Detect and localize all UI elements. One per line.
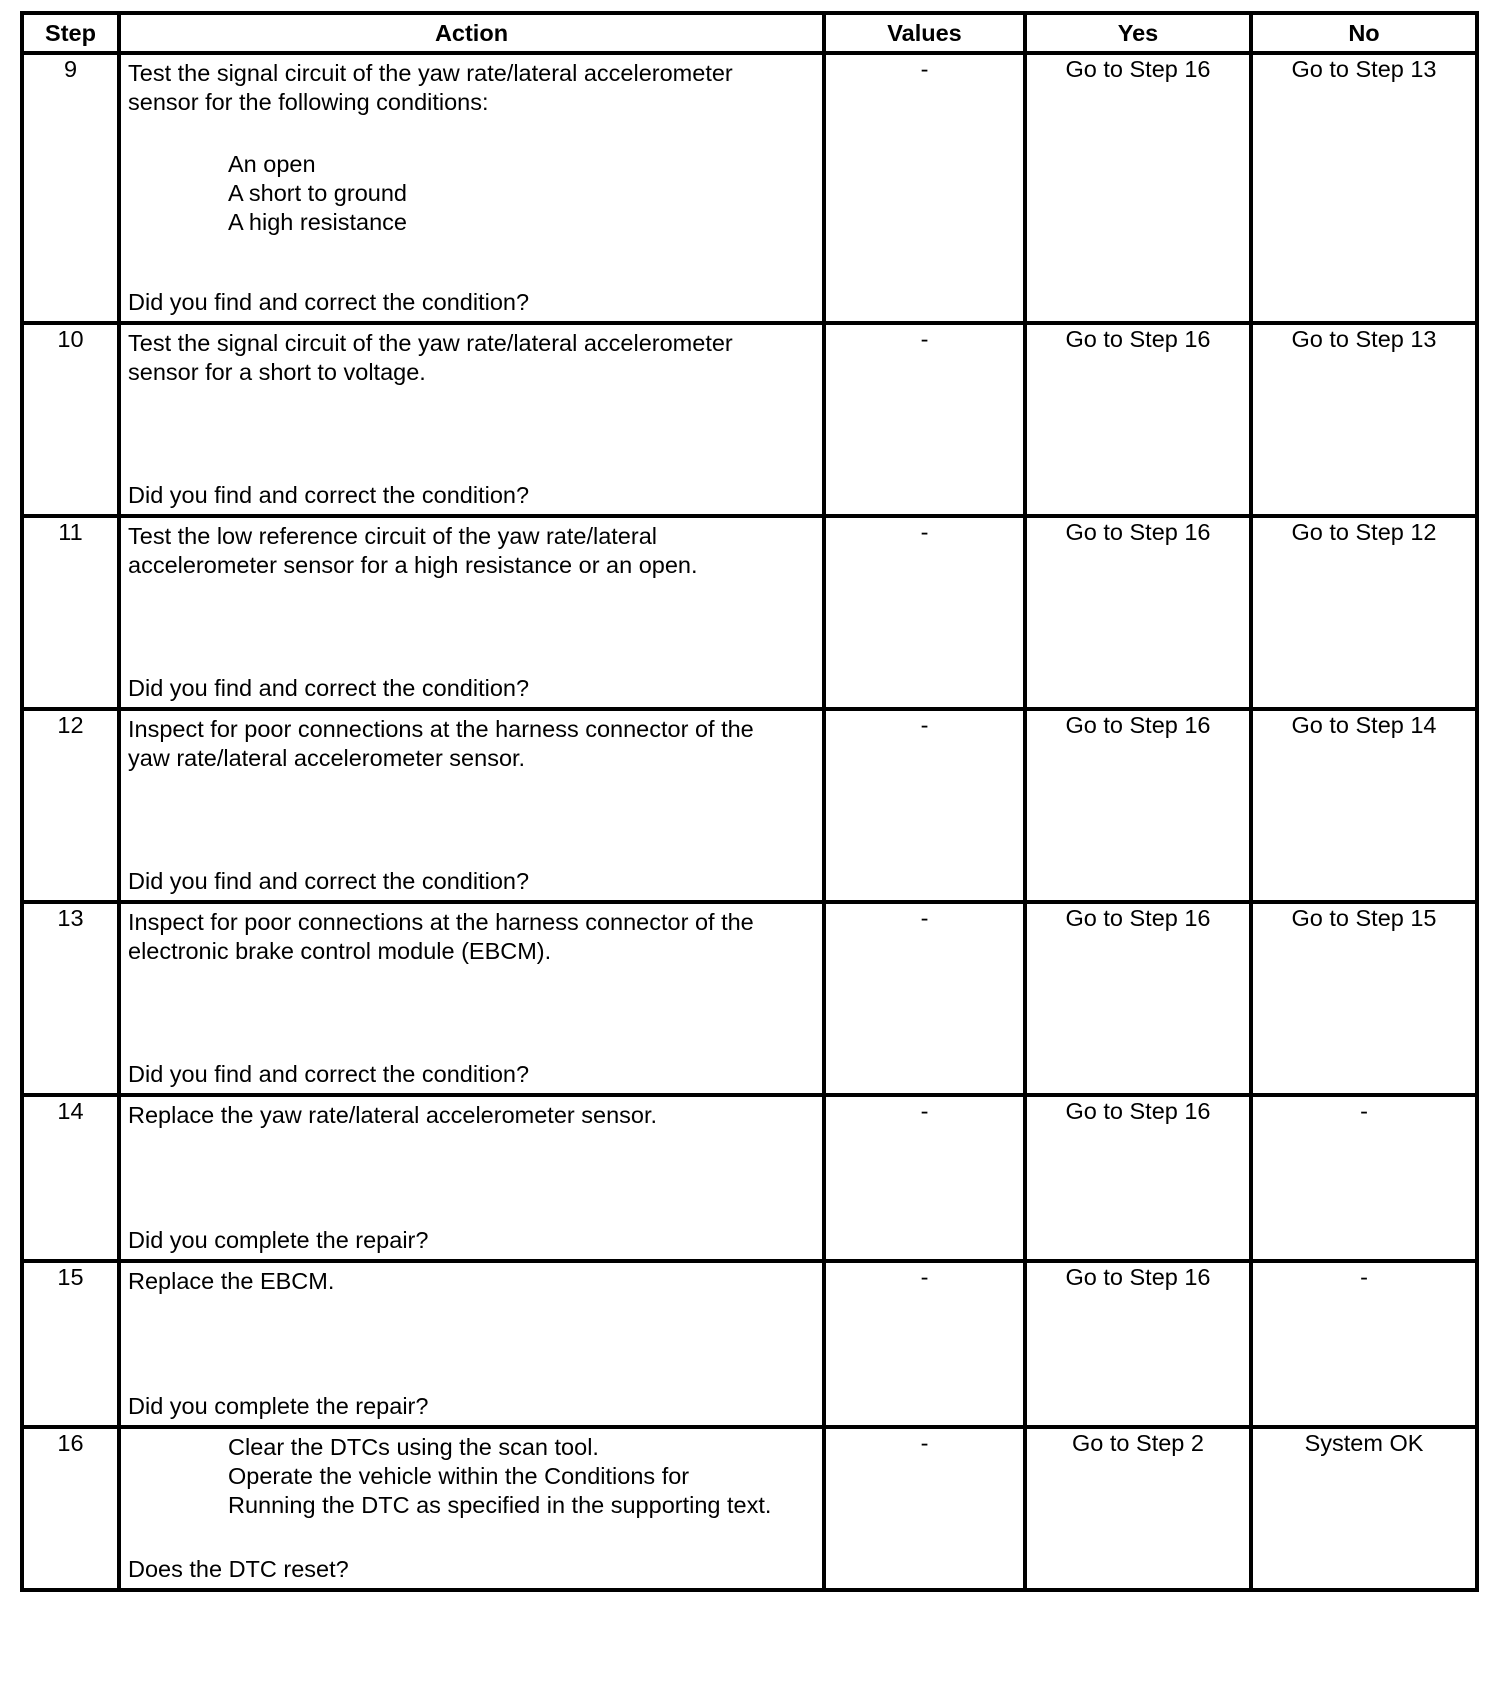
- action-text: sensor for the following conditions:: [128, 89, 489, 115]
- list-item: A high resistance: [228, 209, 407, 235]
- action-question: Did you complete the repair?: [128, 1393, 429, 1419]
- table-row-step-13: [22, 902, 1477, 1095]
- no-cell: [1251, 323, 1477, 516]
- values-cell: -: [824, 1427, 1025, 1590]
- header-step: Step: [22, 13, 119, 53]
- yes-cell: [1025, 1095, 1251, 1261]
- yes-cell: [1025, 1427, 1251, 1590]
- action-text: electronic brake control module (EBCM).: [128, 938, 552, 964]
- no-cell: [1251, 516, 1477, 709]
- yes-result: Go to Step 16: [1065, 1264, 1211, 1290]
- action-cell: [119, 1427, 824, 1590]
- values-cell: -: [824, 709, 1025, 902]
- no-result: Go to Step 13: [1291, 56, 1437, 82]
- step-number: 14: [22, 1095, 119, 1261]
- no-cell: [1251, 53, 1477, 323]
- header-action: Action: [119, 13, 824, 53]
- header-yes: Yes: [1025, 13, 1251, 53]
- header-row: [22, 13, 1477, 53]
- action-question: Did you find and correct the condition?: [128, 289, 530, 315]
- no-cell: [1251, 1261, 1477, 1427]
- yes-result: Go to Step 16: [1065, 326, 1211, 352]
- action-text: Inspect for poor connections at the harness connector of the: [128, 909, 754, 935]
- header-values: Values: [824, 13, 1025, 53]
- list-item: An open: [228, 151, 316, 177]
- action-text: yaw rate/lateral accelerometer sensor.: [128, 745, 526, 771]
- action-question: Did you complete the repair?: [128, 1227, 429, 1253]
- step-number: 10: [22, 323, 119, 516]
- yes-result: Go to Step 16: [1065, 56, 1211, 82]
- no-result: Go to Step 13: [1291, 326, 1437, 352]
- diagnostic-table: [20, 11, 1479, 1592]
- yes-cell: [1025, 53, 1251, 323]
- step-number: 12: [22, 709, 119, 902]
- no-cell: [1251, 709, 1477, 902]
- table-row-step-16: [22, 1427, 1477, 1590]
- no-cell: [1251, 1427, 1477, 1590]
- yes-result: Go to Step 2: [1072, 1430, 1204, 1456]
- yes-cell: [1025, 323, 1251, 516]
- action-cell: [119, 709, 824, 902]
- action-text: sensor for a short to voltage.: [128, 359, 426, 385]
- values-cell: -: [824, 323, 1025, 516]
- action-text: accelerometer sensor for a high resistance or an open.: [128, 552, 698, 578]
- table-row-step-12: [22, 709, 1477, 902]
- no-result: -: [1360, 1098, 1368, 1124]
- values-cell: -: [824, 1261, 1025, 1427]
- action-question: Did you find and correct the condition?: [128, 1061, 530, 1087]
- table-row-step-15: [22, 1261, 1477, 1427]
- condition-list: [128, 150, 816, 237]
- no-result: System OK: [1304, 1430, 1424, 1456]
- no-cell: [1251, 1095, 1477, 1261]
- yes-result: Go to Step 16: [1065, 519, 1211, 545]
- no-result: Go to Step 15: [1291, 905, 1437, 931]
- action-text: Running the DTC as specified in the supporting text.: [228, 1492, 772, 1518]
- table-row-step-14: [22, 1095, 1477, 1261]
- table-row-step-10: [22, 323, 1477, 516]
- step-number: 11: [22, 516, 119, 709]
- action-cell: [119, 323, 824, 516]
- action-question: Did you find and correct the condition?: [128, 482, 530, 508]
- step-number: 13: [22, 902, 119, 1095]
- values-cell: -: [824, 53, 1025, 323]
- list-item: A short to ground: [228, 180, 407, 206]
- yes-cell: [1025, 709, 1251, 902]
- action-question: Did you find and correct the condition?: [128, 868, 530, 894]
- no-result: Go to Step 12: [1291, 519, 1437, 545]
- values-cell: -: [824, 516, 1025, 709]
- yes-cell: [1025, 902, 1251, 1095]
- values-cell: -: [824, 902, 1025, 1095]
- action-question: Did you find and correct the condition?: [128, 675, 530, 701]
- action-cell: [119, 516, 824, 709]
- yes-result: Go to Step 16: [1065, 1098, 1211, 1124]
- no-cell: [1251, 902, 1477, 1095]
- step-number: 16: [22, 1427, 119, 1590]
- table-row-step-11: [22, 516, 1477, 709]
- action-text: Test the signal circuit of the yaw rate/lateral accelerometer: [128, 330, 733, 356]
- action-text: Operate the vehicle within the Conditions for: [228, 1463, 690, 1489]
- action-question: Does the DTC reset?: [128, 1556, 349, 1582]
- step-number: 9: [22, 53, 119, 323]
- action-text: Test the signal circuit of the yaw rate/lateral accelerometer: [128, 60, 733, 86]
- no-result: -: [1360, 1264, 1368, 1290]
- action-text: Test the low reference circuit of the yaw rate/lateral: [128, 523, 657, 549]
- action-text: Replace the EBCM.: [128, 1268, 335, 1294]
- no-result: Go to Step 14: [1291, 712, 1437, 738]
- action-cell: [119, 902, 824, 1095]
- action-cell: [119, 53, 824, 323]
- action-text: Inspect for poor connections at the harness connector of the: [128, 716, 754, 742]
- yes-cell: [1025, 1261, 1251, 1427]
- yes-result: Go to Step 16: [1065, 712, 1211, 738]
- yes-result: Go to Step 16: [1065, 905, 1211, 931]
- action-cell: [119, 1261, 824, 1427]
- action-cell: [119, 1095, 824, 1261]
- action-text: Replace the yaw rate/lateral accelerometer sensor.: [128, 1102, 658, 1128]
- values-cell: -: [824, 1095, 1025, 1261]
- header-no: No: [1251, 13, 1477, 53]
- table-row-step-9: [22, 53, 1477, 323]
- step-number: 15: [22, 1261, 119, 1427]
- yes-cell: [1025, 516, 1251, 709]
- action-text: Clear the DTCs using the scan tool.: [228, 1434, 599, 1460]
